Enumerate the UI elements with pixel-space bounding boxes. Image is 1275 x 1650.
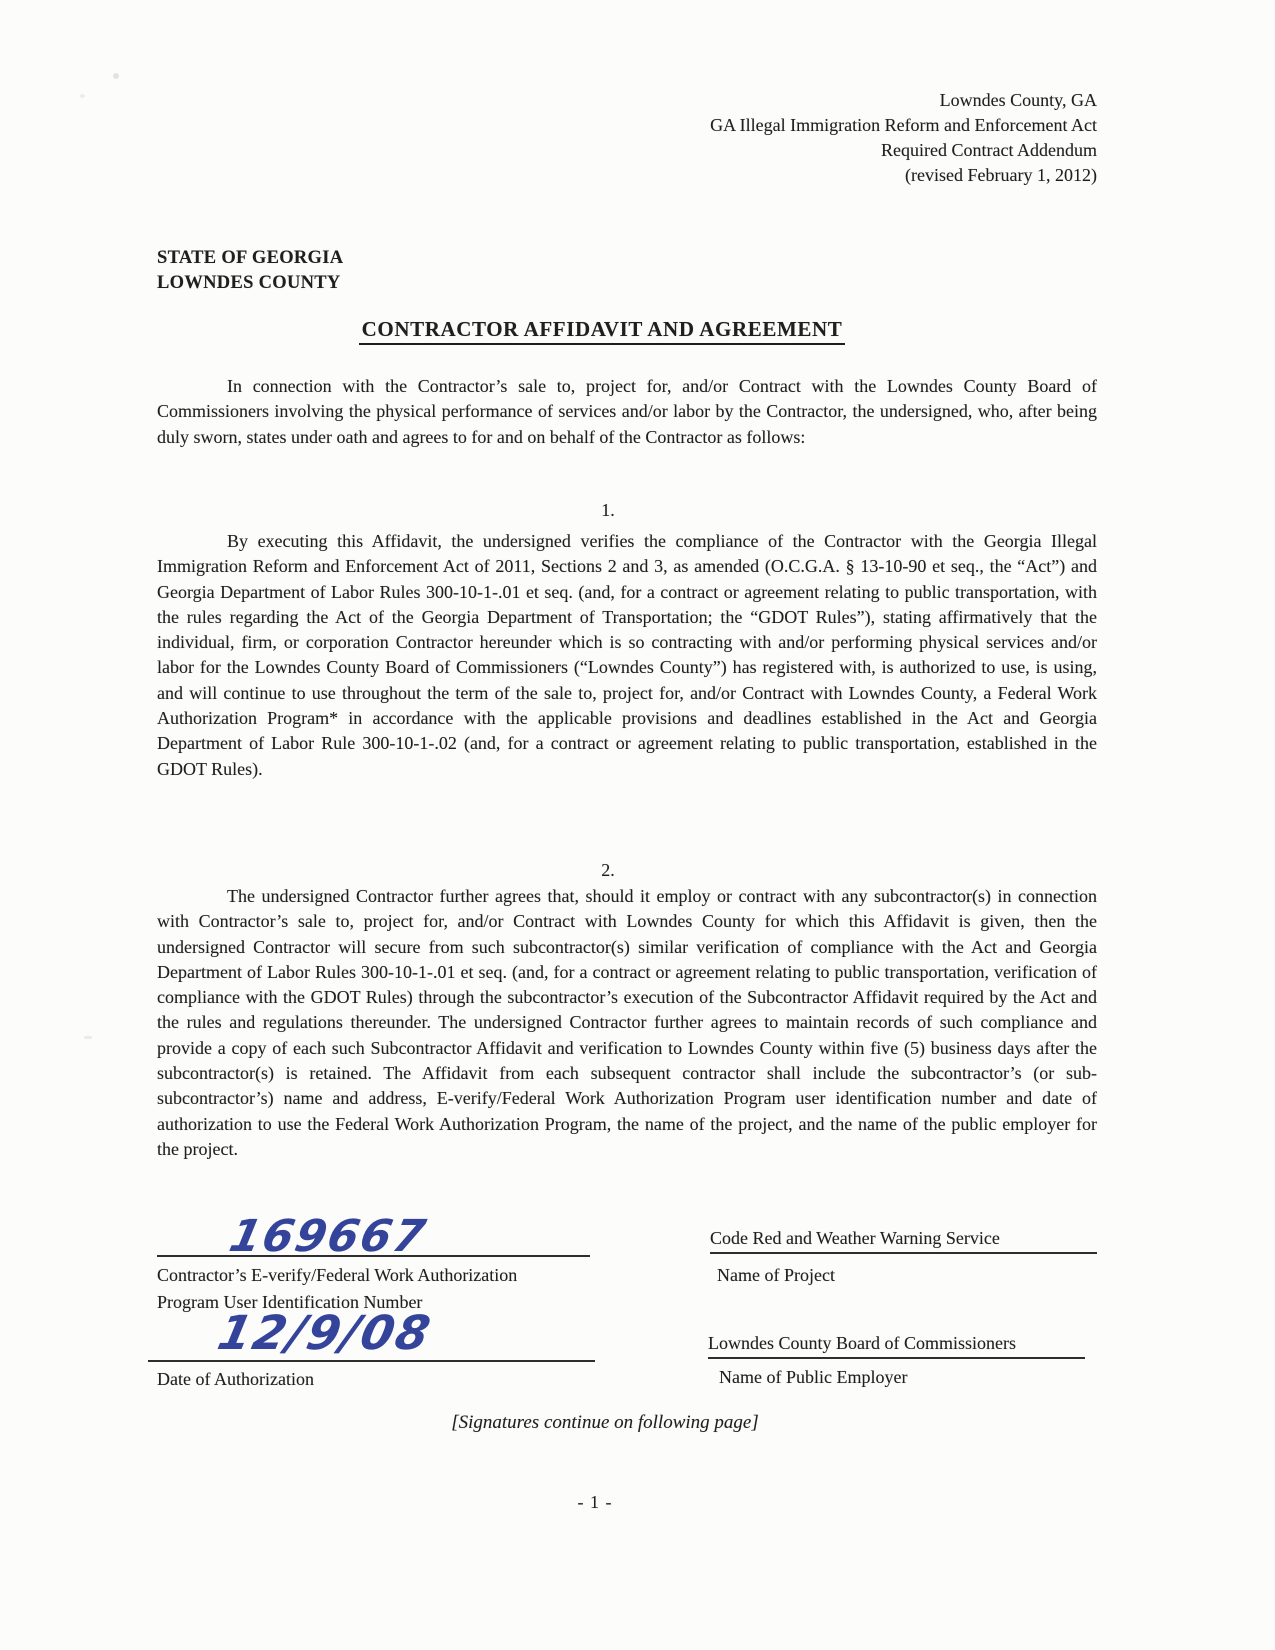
section-1-number: 1. [601, 500, 615, 520]
document-header [157, 88, 1097, 188]
date-handwritten: 12/9/08 [213, 1306, 437, 1361]
section-2-text: The undersigned Contractor further agrees that, should it employ or contract with any subcontractor(s) in connection with Contractor’s sale to, project for, and/or Contract with Lowndes County for which this Affidavit is given, then the undersigned Contractor will secure from such subcontractor(s) similar verification of compliance with the Act and Georgia Department of Labor Rules 300-10-1-.01 et seq. (and, for a contract or agreement relating to public transportation, verification of compliance with the GDOT Rules) through the subcontractor’s execution of the Subcontractor Affidavit required by the Act and the rules and regulations thereunder. The undersigned Contractor further agrees to maintain records of such compliance and provide a copy of each such Subcontractor Affidavit and verification to Lowndes County within five (5) business days after the subcontractor(s) is retained. The Affidavit from each subsequent contractor shall include the subcontractor’s (or sub-subcontractor’s) name and address, E-verify/Federal Work Authorization Program user identification number and date of authorization to use the Federal Work Authorization Program, the name of the project, and the name of the public employer for the project. [157, 886, 1097, 1159]
county-line: LOWNDES COUNTY [157, 272, 341, 293]
scan-artifact [113, 73, 119, 79]
continuation-note: [Signatures continue on following page] [451, 1412, 759, 1433]
everify-label-line2: Program User Identification Number [157, 1292, 423, 1312]
scan-artifact [80, 94, 85, 98]
section-1-text: By executing this Affidavit, the undersigned verifies the compliance of the Contractor with the Georgia Illegal Immigration Reform and Enforcement Act of 2011, Sections 2 and 3, as amended (O.C.G.A. § 13-10-90 et seq., the “Act”) and Georgia Department of Labor Rules 300-10-1-.01 et seq. (and, for a contract or agreement relating to public transportation, with the rules regarding the Act of the Georgia Department of Transportation; the “GDOT Rules”), stating affirmatively that the individual, firm, or corporation Contractor hereunder which is so contracting with and/or performing physical services and/or labor for the Lowndes County Board of Commissioners (“Lowndes County”) has registered with, is authorized to use, is using, and will continue to use throughout the term of the sale to, project for, and/or Contract with Lowndes County, a Federal Work Authorization Program* in accordance with the applicable provisions and deadlines established in the Act and Georgia Department of Labor Rule 300-10-1-.02 (and, for a contract or agreement relating to public transportation, established in the GDOT Rules). [157, 531, 1097, 779]
header-line: Required Contract Addendum [881, 140, 1097, 160]
state-line: STATE OF GEORGIA [157, 248, 344, 268]
jurisdiction-block [157, 246, 343, 295]
project-name-value: Code Red and Weather Warning Service [710, 1228, 1097, 1254]
everify-number-handwritten: 169667 [225, 1211, 432, 1262]
page-number: - 1 - [577, 1492, 613, 1512]
header-line: GA Illegal Immigration Reform and Enforcement Act [710, 115, 1097, 135]
document-title: CONTRACTOR AFFIDAVIT AND AGREEMENT [359, 317, 846, 345]
employer-label: Name of Public Employer [719, 1367, 908, 1387]
scan-artifact [84, 1036, 92, 1039]
project-label: Name of Project [717, 1265, 835, 1285]
title-wrap [157, 317, 1047, 345]
date-label: Date of Authorization [157, 1369, 314, 1389]
header-line: (revised February 1, 2012) [905, 165, 1097, 185]
intro-paragraph: In connection with the Contractor’s sale to, project for, and/or Contract with the Lowndes County Board of Commissioners involving the physical performance of services and/or labor by the Contractor, the undersigned, who, after being duly sworn, states under oath and agrees to for and on behalf of the Contractor as follows: [157, 376, 1097, 447]
header-line: Lowndes County, GA [939, 90, 1097, 110]
everify-label-line1: Contractor’s E-verify/Federal Work Authorization [157, 1265, 518, 1285]
employer-name-value: Lowndes County Board of Commissioners [708, 1333, 1085, 1359]
section-2-number: 2. [601, 860, 615, 880]
